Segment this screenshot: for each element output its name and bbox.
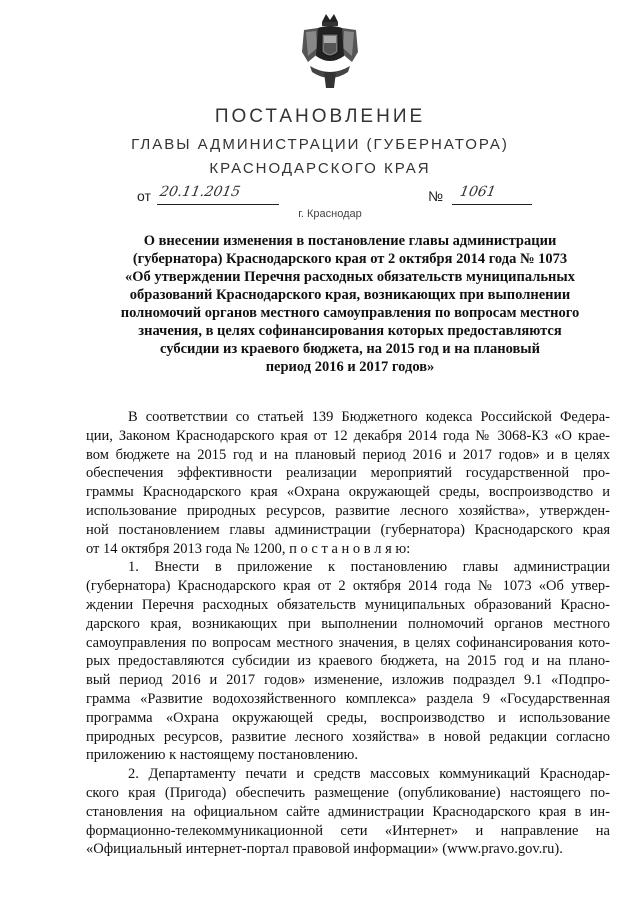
body-line: грамма «Развитие водохозяйственного комплекса» раздела 9 «Государственная (86, 690, 610, 707)
subject-line: (губернатора) Краснодарского края от 2 октября 2014 года № 1073 (132, 251, 568, 267)
subject-line: образований Краснодарского края, возникающих при выполнении (129, 287, 571, 303)
issuer-title: ГЛАВЫ АДМИНИСТРАЦИИ (ГУБЕРНАТОРА) (131, 136, 509, 153)
document-type-title: ПОСТАНОВЛЕНИЕ (214, 106, 426, 127)
date-value: 20.11.2015 (158, 184, 242, 200)
date-label: от (137, 188, 151, 204)
body-line: приложению к настоящему постановлению. (86, 747, 358, 764)
body-line: ждении Перечня расходных обязательств муниципальных образований Красно- (86, 596, 610, 613)
body-line: формационно-телекоммуникационной сети «Интернет» и направление на (86, 822, 610, 839)
body-line: вый период 2016 и 2017 годов» изменение, изложив подраздел 9.1 «Подпро- (86, 672, 610, 689)
subject-line: О внесении изменения в постановление главы администрации (143, 233, 557, 249)
body-line: дарского края, возникающих при выполнении полномочий органов местного (86, 615, 610, 632)
body-line: обеспечения эффективности реализации мероприятий государственной про- (86, 465, 610, 482)
number-underline (452, 204, 532, 205)
body-line: рых предоставляются субсидии из краевого бюджета, на 2015 год и на плано- (86, 653, 610, 670)
body-line: ского края (Пригода) обеспечить размещение (опубликование) настоящего по- (86, 784, 610, 801)
body-line: природных ресурсов, развитие лесного хозяйства» в новой редакции согласно (86, 728, 610, 745)
body-line: вом бюджете на 2015 год и на плановый период 2016 и 2017 годов» и в целях (86, 446, 610, 463)
body-line: использование природных ресурсов, развитие лесного хозяйства», утвержден- (86, 502, 610, 519)
number-value: 1061 (458, 184, 498, 200)
body-line: «Официальный интернет-портал правовой информации» (www.pravo.gov.ru). (86, 841, 563, 858)
body-line: (губернатора) Краснодарского края от 2 октября 2014 года № 1073 «Об утвер- (86, 578, 610, 595)
body-line: ной постановлением главы администрации (губернатора) Краснодарского края (86, 521, 610, 538)
body-line: В соответствии со статьей 139 Бюджетного кодекса Российской Федера- (128, 409, 610, 425)
subject-line: «Об утверждении Перечня расходных обязательств муниципальных (125, 269, 575, 285)
document-subject (115, 232, 585, 376)
document-body (86, 408, 610, 859)
subject-line: период 2016 и 2017 годов» (265, 359, 435, 375)
body-line: самоуправления по вопросам местного значения, в целях софинансирования кото- (86, 634, 610, 651)
region-title: КРАСНОДАРСКОГО КРАЯ (209, 160, 431, 177)
body-line: программа «Охрана окружающей среды, воспроизводство и использование (86, 709, 610, 726)
body-line: 2. Департаменту печати и средств массовых коммуникаций Краснодар- (128, 766, 610, 783)
number-label: № (428, 188, 444, 204)
date-underline (157, 204, 279, 205)
date-number-row (0, 186, 640, 210)
body-line: граммы Краснодарского края «Охрана окружающей среды, воспроизводство и (86, 484, 610, 501)
body-line: 1. Внести в приложение к постановлению главы администрации (128, 559, 610, 576)
subject-line: значения, в целях софинансирования которых предоставляются (138, 323, 562, 339)
city-name: г. Краснодар (298, 208, 362, 220)
body-line: от 14 октября 2013 года № 1200, п о с т а н о в л я ю: (86, 540, 411, 557)
subject-line: субсидии из краевого бюджета, на 2015 год и на плановый (160, 341, 540, 357)
body-line: ции, Законом Краснодарского края от 12 декабря 2014 года № 3068-КЗ «О крае- (86, 427, 610, 444)
body-line: становления на официальном сайте администрации Краснодарского края в ин- (86, 803, 610, 820)
subject-line: полномочий органов местного самоуправления по вопросам местного (120, 305, 580, 321)
coat-of-arms-krasnodar-icon (298, 12, 362, 90)
